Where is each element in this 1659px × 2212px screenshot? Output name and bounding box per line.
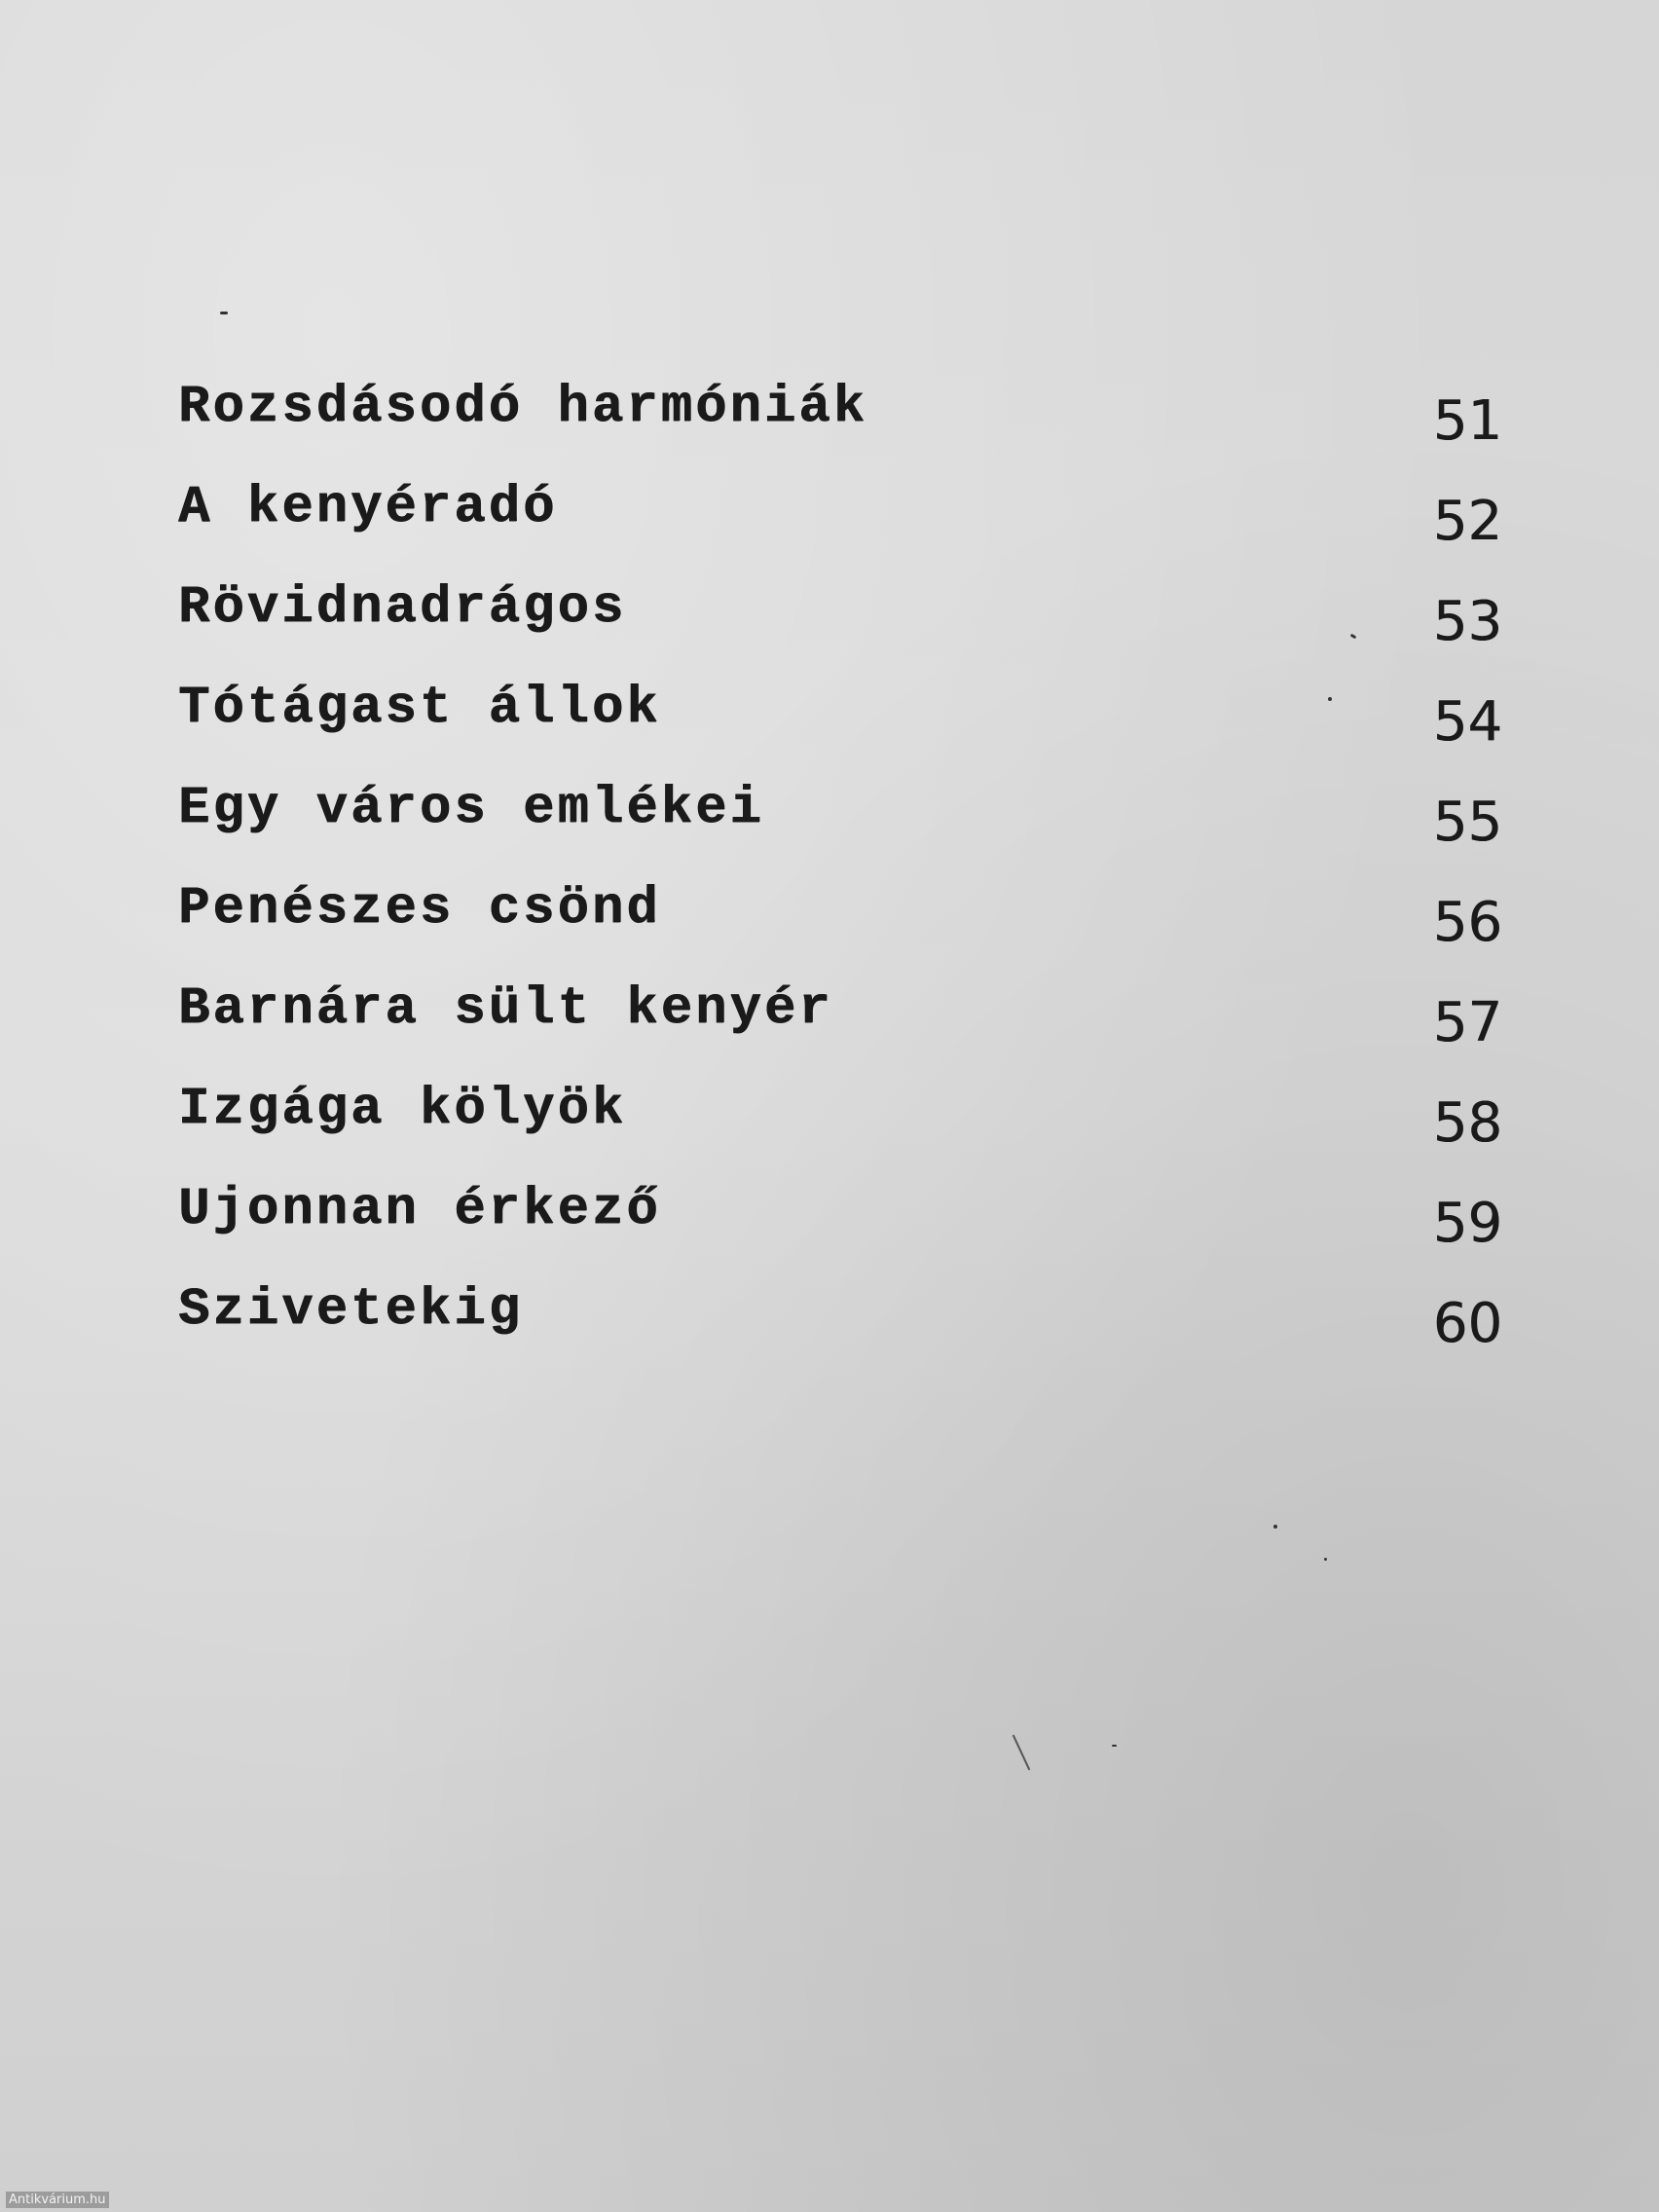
toc-entry-title: Penészes csönd bbox=[178, 879, 661, 939]
toc-entry-page: 53 bbox=[1432, 590, 1502, 653]
toc-entry bbox=[178, 1080, 1502, 1180]
ink-scratch bbox=[1013, 1734, 1031, 1770]
toc-entry bbox=[178, 1280, 1502, 1381]
toc-entry-page: 57 bbox=[1432, 991, 1502, 1054]
toc-entry-page: 54 bbox=[1432, 690, 1502, 754]
toc-entry-title: Tótágast állok bbox=[178, 679, 661, 738]
toc-entry-title: Szivetekig bbox=[178, 1280, 524, 1340]
watermark-logo: Antikvárium.hu bbox=[6, 2192, 109, 2208]
toc-entry bbox=[178, 979, 1502, 1080]
toc-entry-page: 60 bbox=[1432, 1292, 1502, 1355]
ink-speck bbox=[1328, 697, 1332, 701]
toc-entry-title: Barnára sült kenyér bbox=[178, 979, 833, 1039]
toc-entry bbox=[178, 478, 1502, 578]
toc-entry bbox=[178, 879, 1502, 979]
toc-entry bbox=[178, 679, 1502, 779]
toc-entry-page: 59 bbox=[1432, 1192, 1502, 1255]
toc-entry-page: 52 bbox=[1432, 490, 1502, 553]
toc-entry-title: Ujonnan érkező bbox=[178, 1180, 661, 1239]
ink-speck bbox=[1324, 1558, 1327, 1561]
ink-speck bbox=[1273, 1525, 1277, 1529]
toc-entry bbox=[178, 578, 1502, 679]
toc-entry bbox=[178, 378, 1502, 478]
ink-speck bbox=[220, 312, 228, 314]
toc-entry-title: Izgága kölyök bbox=[178, 1080, 627, 1139]
toc-entry bbox=[178, 1180, 1502, 1280]
toc-entry-title: Egy város emlékei bbox=[178, 779, 764, 838]
table-of-contents bbox=[178, 378, 1502, 1381]
toc-entry-page: 58 bbox=[1432, 1091, 1502, 1155]
ink-speck bbox=[1112, 1745, 1117, 1747]
toc-entry-page: 55 bbox=[1432, 791, 1502, 854]
toc-entry bbox=[178, 779, 1502, 879]
toc-entry-page: 51 bbox=[1432, 389, 1502, 453]
toc-entry-title: A kenyéradó bbox=[178, 478, 558, 537]
toc-entry-title: Rövidnadrágos bbox=[178, 578, 627, 638]
toc-entry-page: 56 bbox=[1432, 891, 1502, 954]
toc-entry-title: Rozsdásodó harmóniák bbox=[178, 378, 868, 437]
